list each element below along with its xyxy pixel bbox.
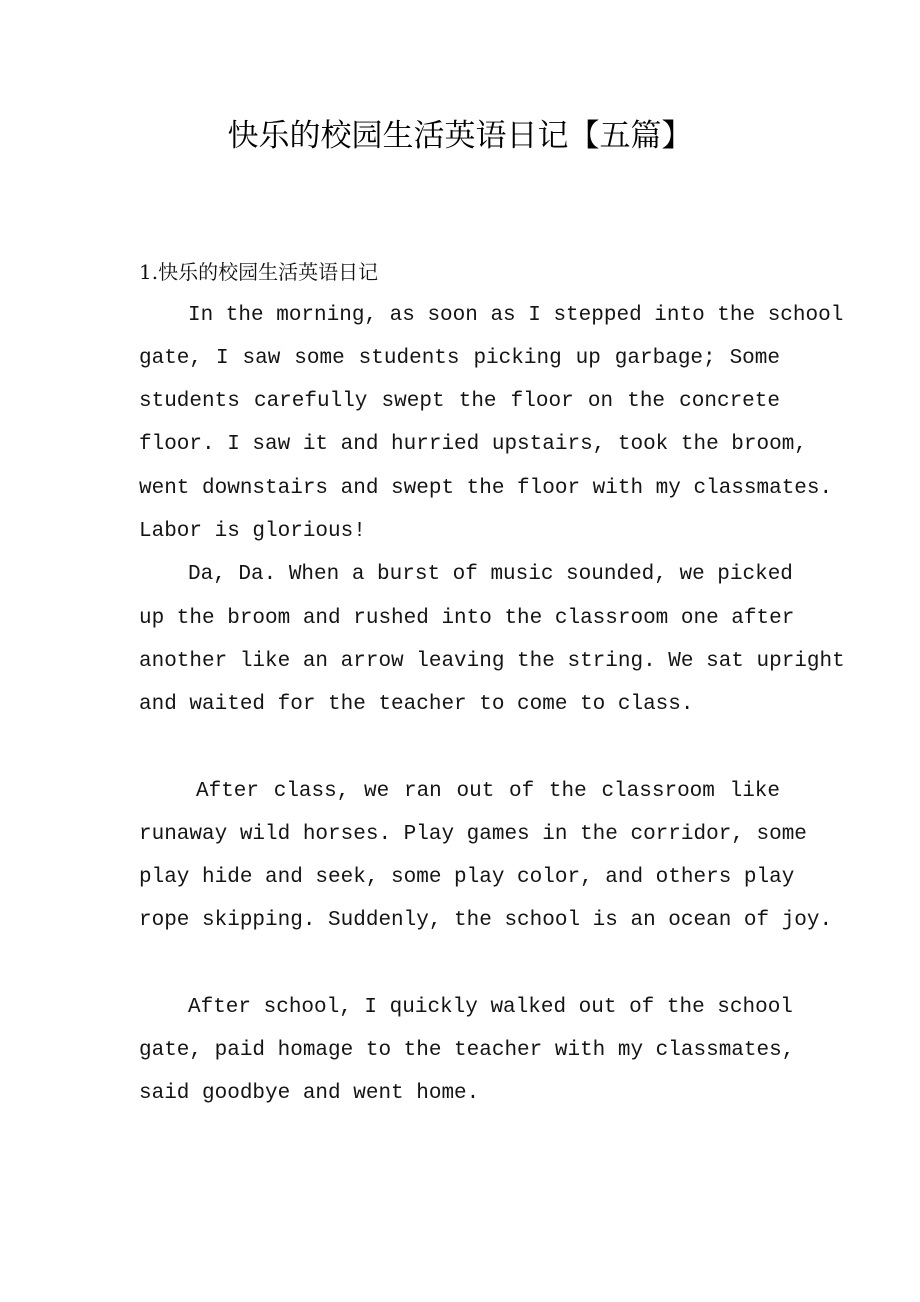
paragraph-line: After school, I quickly walked out of the school <box>188 996 793 1019</box>
paragraph-line: gate, paid homage to the teacher with my classmates, <box>139 1039 795 1062</box>
section-heading: 1.快乐的校园生活英语日记 <box>139 260 379 284</box>
paragraph-line: runaway wild horses. Play games in the corridor, some <box>139 823 807 846</box>
paragraph-line: After class, we ran out of the classroom like <box>196 780 780 803</box>
paragraph-line: students carefully swept the floor on the concrete <box>139 390 780 413</box>
paragraph-line: gate, I saw some students picking up garbage; Some <box>139 347 780 370</box>
document-title: 快乐的校园生活英语日记【五篇】 <box>227 118 693 154</box>
paragraph-line: said goodbye and went home. <box>139 1082 480 1105</box>
paragraph-line: rope skipping. Suddenly, the school is an ocean of joy. <box>139 909 833 932</box>
paragraph-line: and waited for the teacher to come to class. <box>139 693 694 716</box>
paragraph-line: up the broom and rushed into the classroom one after <box>139 607 795 630</box>
paragraph-line: Da, Da. When a burst of music sounded, we picked <box>188 563 793 586</box>
paragraph-line: play hide and seek, some play color, and others play <box>139 866 795 889</box>
paragraph-line: went downstairs and swept the floor with my classmates. <box>139 477 833 500</box>
paragraph-line: In the morning, as soon as I stepped into the school <box>188 304 844 327</box>
paragraph-line: Labor is glorious! <box>139 520 366 543</box>
paragraph-line: another like an arrow leaving the string. We sat upright <box>139 650 845 673</box>
paragraph-line: floor. I saw it and hurried upstairs, took the broom, <box>139 433 807 456</box>
